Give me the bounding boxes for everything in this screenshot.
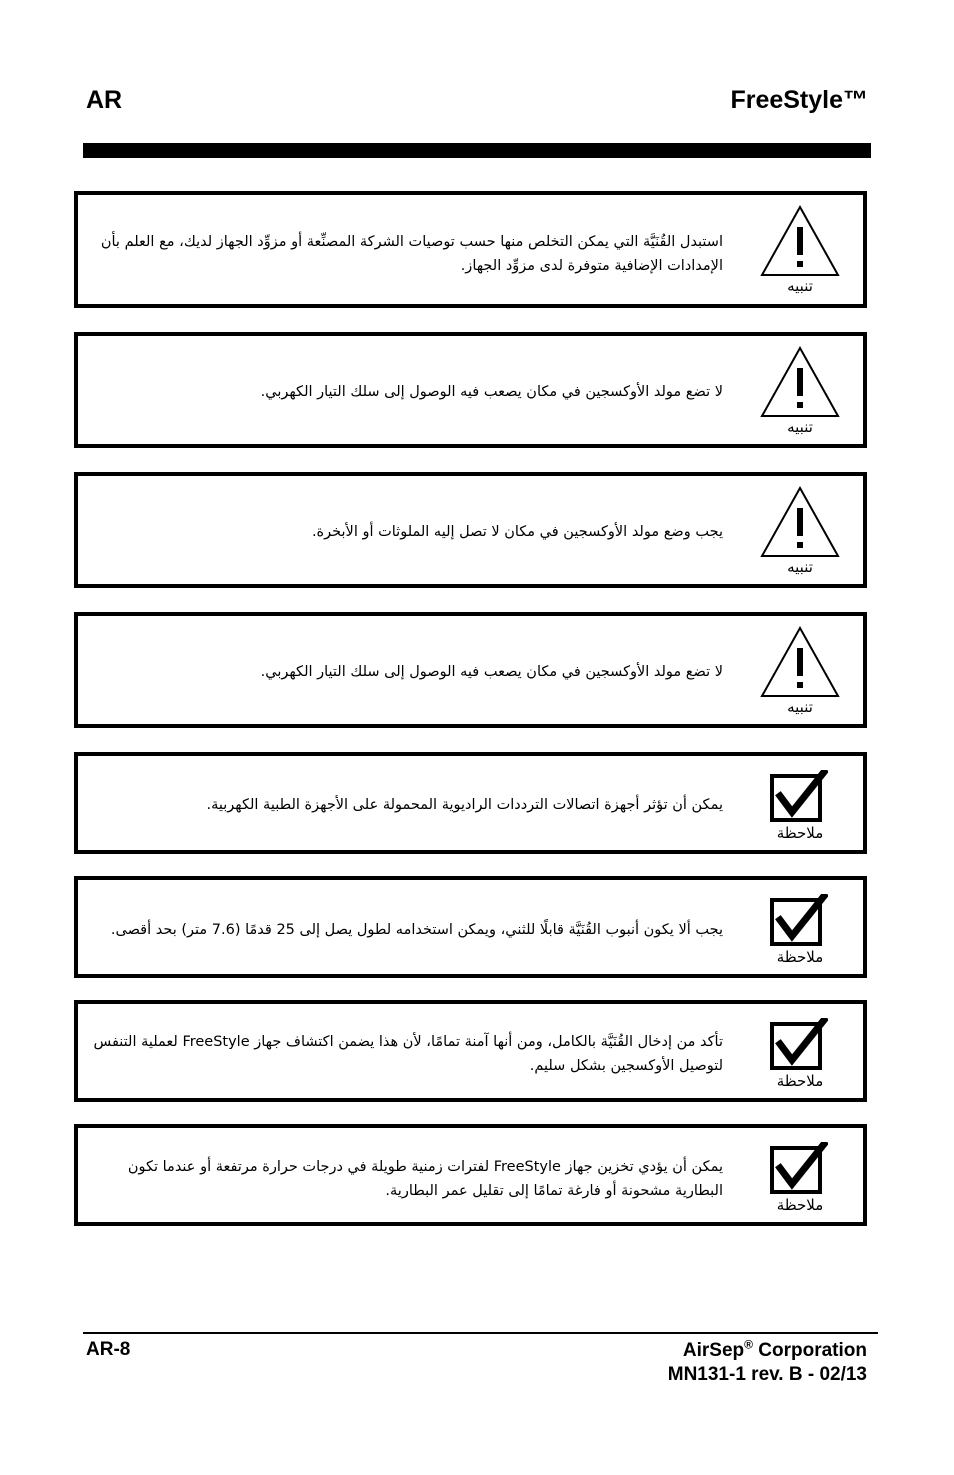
warning-triangle-icon	[760, 486, 840, 558]
caution-symbol	[759, 336, 841, 444]
note-symbol	[759, 1128, 841, 1222]
note-symbol	[759, 756, 841, 850]
note-text: يمكن أن تؤثر أجهزة اتصالات الترددات الراديوية المحمولة على الأجهزة الطبية الكهربية.	[206, 797, 723, 813]
note-label: ملاحظة	[776, 1072, 824, 1090]
footer-rule	[83, 1332, 878, 1334]
caution-box	[74, 191, 867, 308]
header-rule	[83, 143, 871, 158]
caution-text: يجب وضع مولد الأوكسجين في مكان لا تصل إليه الملوثات أو الأبخرة.	[311, 524, 723, 540]
note-text: يجب ألا يكون أنبوب القُنَيَّة قابلًا للثني، ويمكن استخدامه لطول يصل إلى 25 قدمًا (7.6 متر) بحد أقصى.	[110, 922, 723, 938]
note-symbol	[759, 1004, 841, 1098]
caution-box	[74, 332, 867, 448]
note-label: ملاحظة	[776, 824, 824, 842]
note-box	[74, 876, 867, 978]
caution-symbol	[759, 616, 841, 724]
caution-text: استبدل القُنَيَّة التي يمكن التخلص منها حسب توصيات الشركة المصنِّعة أو مزوِّد الجهاز لديك، مع العلم بأن الإمدادات الإضافية متوفرة لدى مزوِّد الجهاز.	[100, 234, 723, 274]
caution-text: لا تضع مولد الأوكسجين في مكان يصعب فيه الوصول إلى سلك التيار الكهربي.	[260, 384, 723, 400]
page-number: AR-8	[86, 1339, 131, 1360]
registered-mark: ®	[744, 1337, 753, 1352]
note-symbol	[759, 880, 841, 974]
company-line	[668, 1339, 867, 1363]
document-reference: MN131-1 rev. B - 02/13	[667, 1364, 867, 1385]
caution-text: لا تضع مولد الأوكسجين في مكان يصعب فيه الوصول إلى سلك التيار الكهربي.	[260, 664, 723, 680]
note-box	[74, 1124, 867, 1226]
note-box	[74, 1000, 867, 1102]
checkbox-check-icon	[770, 1142, 828, 1194]
company-suffix: Corporation	[758, 1340, 867, 1361]
checkbox-check-icon	[770, 1018, 828, 1070]
note-box	[74, 752, 867, 854]
note-label: ملاحظة	[776, 1196, 824, 1214]
language-code: AR	[86, 86, 123, 114]
warning-triangle-icon	[760, 626, 840, 698]
caution-box	[74, 612, 867, 728]
note-text: تأكد من إدخال القُنَيَّة بالكامل، ومن أنها آمنة تمامًا، لأن هذا يضمن اكتشاف جهاز FreeStyle لعملية التنفس لتوصيل الأوكسجين بشكل سليم.	[93, 1034, 723, 1074]
caution-label: تنبيه	[787, 698, 813, 716]
caution-label: تنبيه	[787, 418, 813, 436]
caution-label: تنبيه	[787, 558, 813, 576]
product-name: FreeStyle™	[730, 86, 868, 114]
note-label: ملاحظة	[776, 948, 824, 966]
caution-label: تنبيه	[787, 277, 813, 295]
caution-box	[74, 472, 867, 588]
checkbox-check-icon	[770, 770, 828, 822]
caution-symbol	[759, 476, 841, 584]
warning-triangle-icon	[760, 205, 840, 277]
company-name: AirSep	[682, 1340, 745, 1361]
note-text: يمكن أن يؤدي تخزين جهاز FreeStyle لفترات زمنية طويلة في درجات حرارة مرتفعة أو عندما تكون البطارية مشحونة أو فارغة تمامًا إلى تقليل عمر البطارية.	[127, 1159, 723, 1199]
checkbox-check-icon	[770, 894, 828, 946]
footer-publisher	[668, 1339, 867, 1387]
caution-symbol	[759, 195, 841, 304]
warning-triangle-icon	[760, 346, 840, 418]
